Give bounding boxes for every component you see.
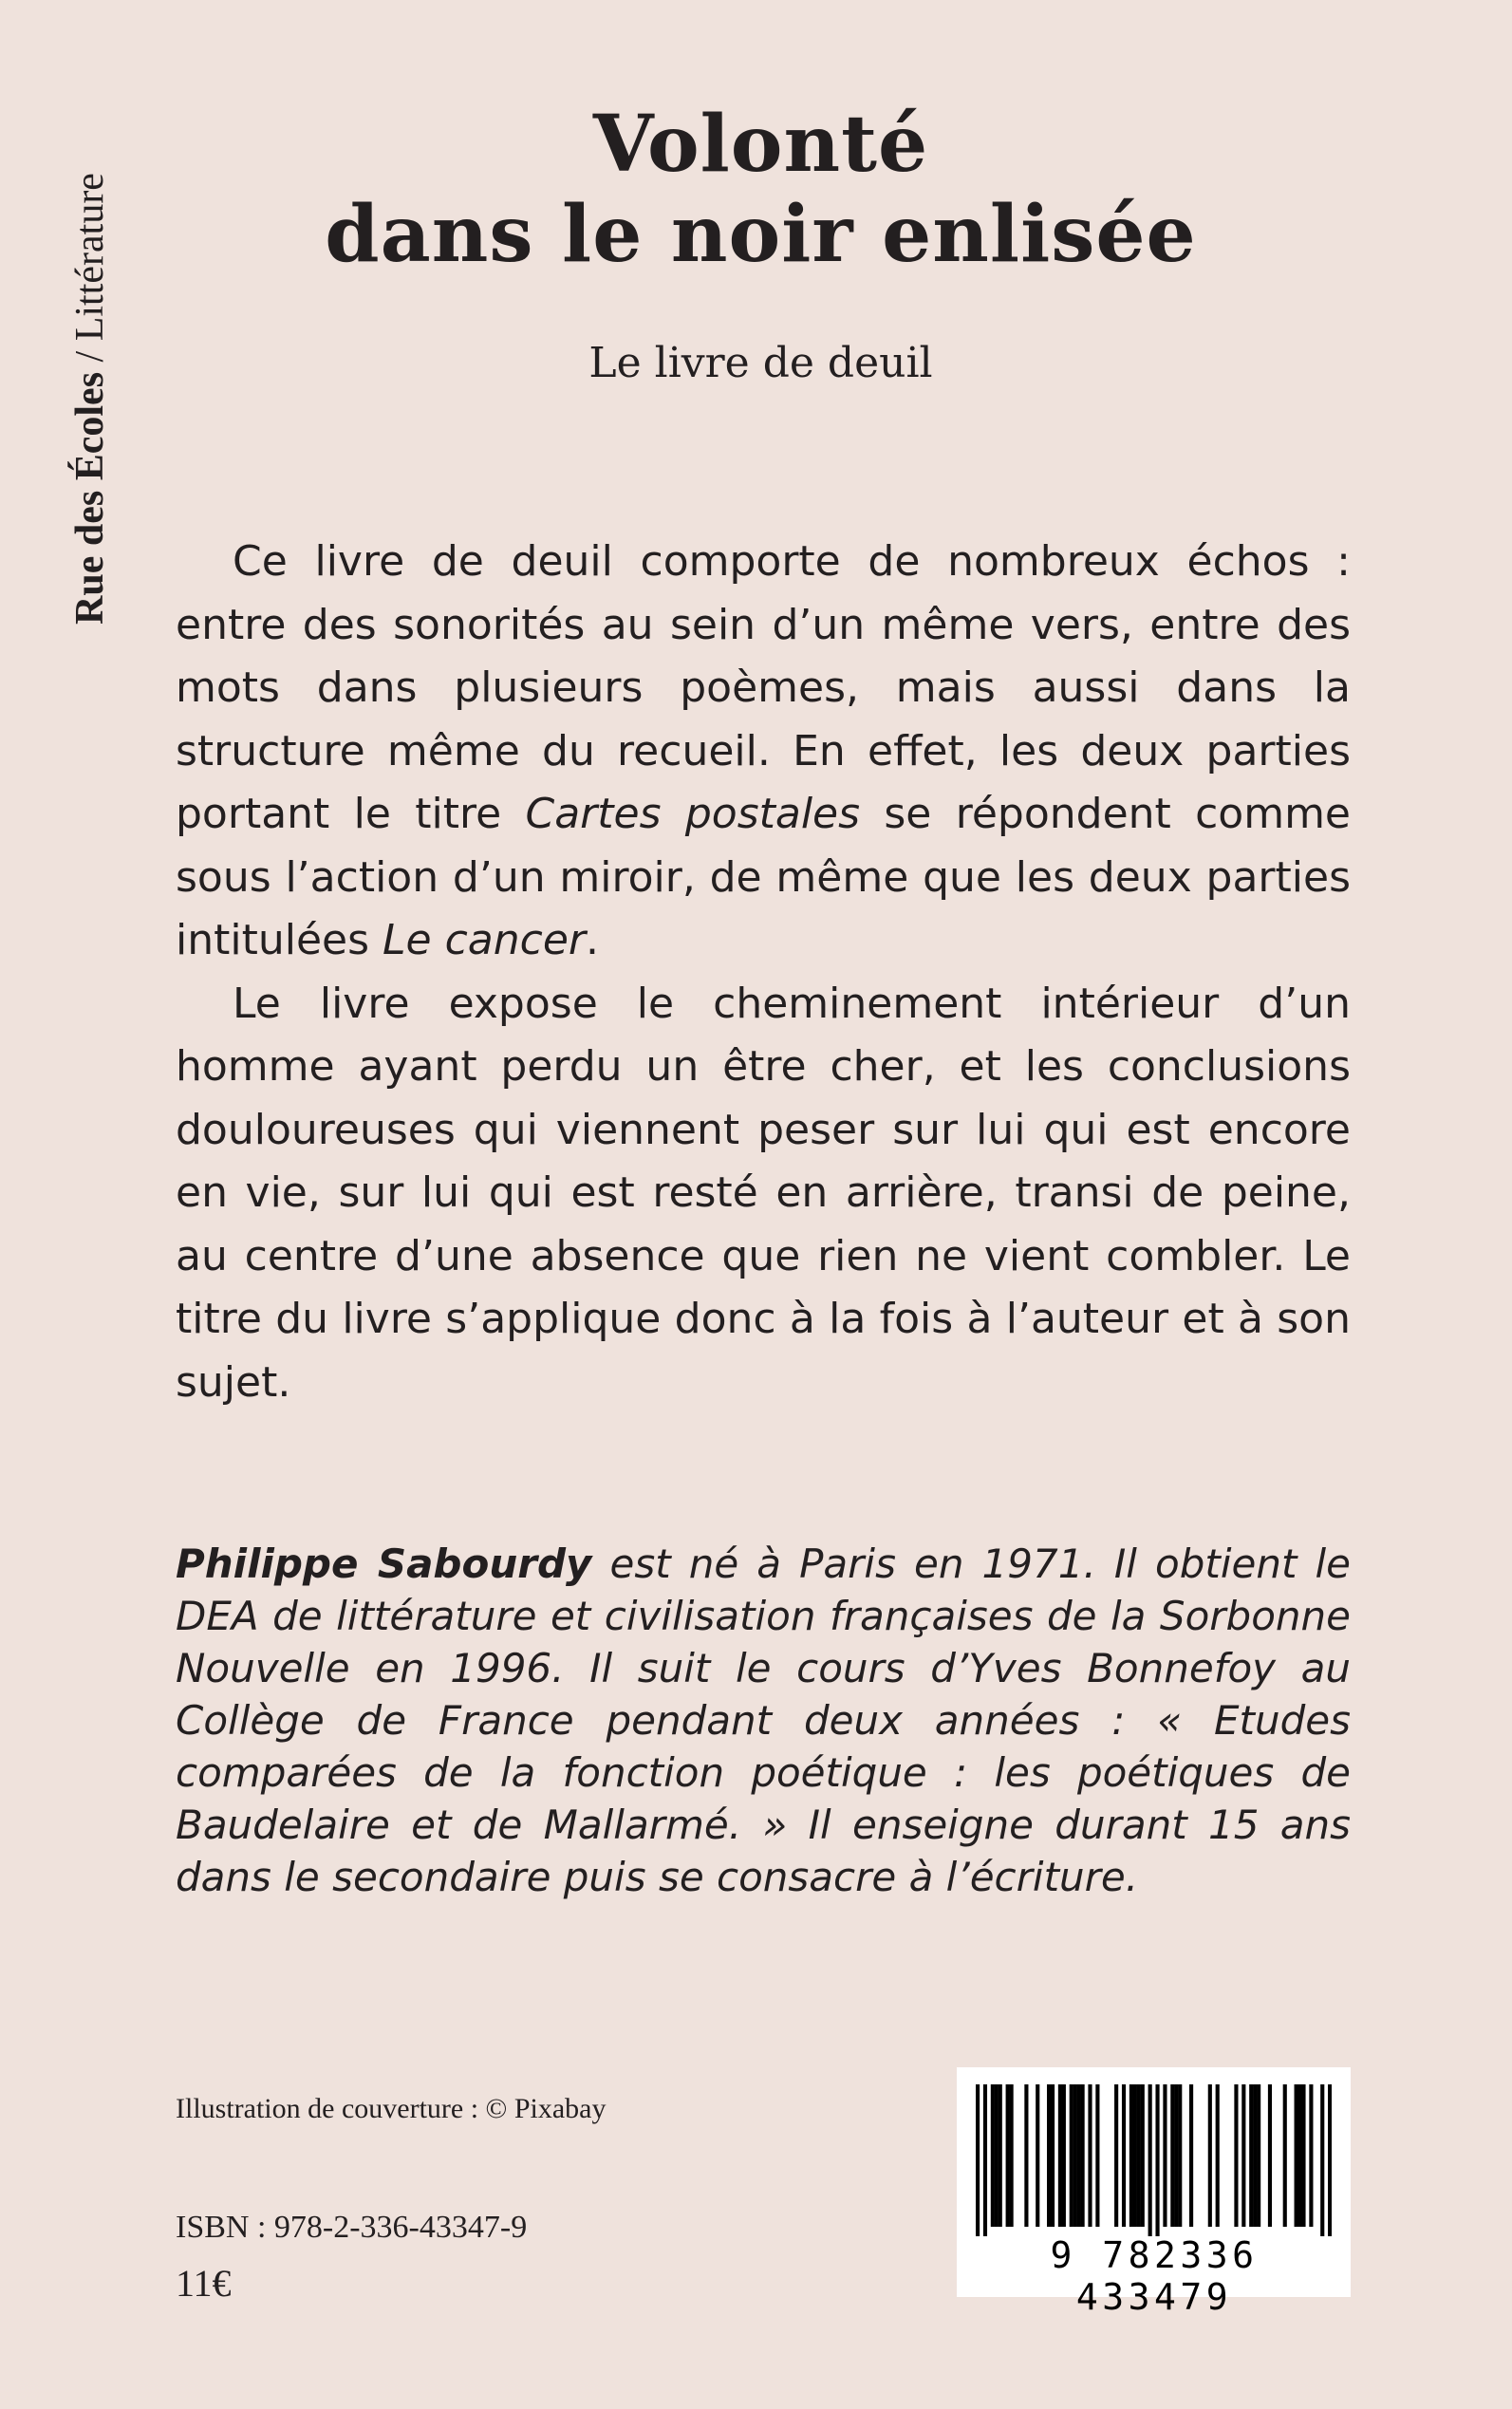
barcode-bar — [1036, 2084, 1039, 2227]
collection-name: Rue des Écoles — [68, 371, 112, 625]
illustration-credit: Illustration de couverture : © Pixabay — [176, 2093, 607, 2124]
barcode-bar — [1010, 2084, 1014, 2227]
barcode-bar — [1283, 2084, 1287, 2227]
barcode-bar — [1249, 2084, 1253, 2227]
barcode-bar — [1070, 2084, 1073, 2227]
work-title-cartes-postales: Cartes postales — [525, 790, 861, 838]
barcode-bar — [983, 2084, 987, 2236]
price: 11€ — [176, 2262, 232, 2305]
barcode-bar — [1301, 2084, 1305, 2227]
barcode-bar — [1216, 2084, 1220, 2227]
barcode-bar — [1253, 2084, 1257, 2227]
barcode-bar — [1088, 2084, 1092, 2227]
barcode-bar — [1295, 2084, 1298, 2227]
barcode-bar — [1174, 2084, 1178, 2227]
barcode-bar — [1058, 2084, 1062, 2227]
blurb-text: se répondent comme sous l’action d’un miroir, de même que les deux parties intitulées — [176, 790, 1352, 964]
book-title — [0, 100, 1512, 280]
blurb-text: . — [585, 916, 599, 964]
barcode-bar — [1137, 2084, 1141, 2227]
barcode-bar — [1170, 2084, 1174, 2227]
book-title-line-2: dans le noir enlisée — [325, 189, 1197, 280]
barcode-bar — [1309, 2084, 1313, 2227]
barcode-bar — [1073, 2084, 1077, 2227]
barcode-bar — [1024, 2084, 1028, 2227]
barcode-bar — [1141, 2084, 1145, 2227]
barcode-bar — [1122, 2084, 1126, 2227]
author-bio — [176, 1538, 1351, 1903]
barcode-bar — [1077, 2084, 1081, 2227]
author-name: Philippe Sabourdy — [176, 1541, 592, 1587]
barcode-bar — [1051, 2084, 1055, 2227]
barcode-bar — [1257, 2084, 1260, 2227]
barcode-bar — [1241, 2084, 1245, 2227]
blurb-paragraph-2: Le livre expose le cheminement intérieur d’un homme ayant perdu un être cher, et les conclusions douloureuses qui viennent peser sur lui qui est encore en vie, sur lui qui est resté en arrière, transi de peine, au centre d’une absence que rien ne vient combler. Le titre du livre s’applique donc à la fois à l’auteur et à son sujet. — [176, 979, 1351, 1407]
barcode-bar — [1006, 2084, 1010, 2227]
barcode-bar — [1155, 2084, 1159, 2236]
barcode-bar — [1178, 2084, 1182, 2227]
author-bio-text: est né à Paris en 1971. Il obtient le DEA de littérature et civilisation françaises de la Sorbonne Nouvelle en 1996. Il suit le cours d’Yves Bonnefoy au Collège de France pendant deux années : « Etudes comparées de la fonction poétique : les poétiques de Baudelaire et de Mallarmé. » Il enseigne durant 15 ans dans le secondaire puis se consacre à l’écriture. — [176, 1541, 1351, 1900]
barcode-bar — [1163, 2084, 1167, 2227]
blurb-text: Ce livre de deuil comporte de nombreux échos : entre des sonorités au sein d’un même vers, entre des mots dans plusieurs poèmes, mais aussi dans la structure même du recueil. En effet, les deux parties portant le titre — [176, 537, 1351, 838]
work-title-le-cancer: Le cancer — [383, 916, 586, 964]
barcode-bar — [1062, 2084, 1066, 2227]
barcode-bar — [1081, 2084, 1085, 2227]
barcode-bar — [995, 2084, 999, 2227]
book-title-line-1: Volonté — [592, 99, 929, 190]
blurb-paragraph-1 — [176, 531, 1351, 973]
barcode-bar — [991, 2084, 995, 2227]
barcode-bar — [1047, 2084, 1051, 2227]
barcode-bar — [1297, 2084, 1301, 2227]
barcode-bar — [1268, 2084, 1272, 2227]
blurb — [176, 531, 1351, 1414]
barcode-bar — [1114, 2084, 1118, 2227]
barcode-bar — [1129, 2084, 1133, 2227]
barcode-bar — [1095, 2084, 1099, 2227]
barcode-bars — [976, 2084, 1332, 2236]
barcode-bar — [999, 2084, 1002, 2227]
barcode — [957, 2067, 1351, 2318]
barcode-bar — [1234, 2084, 1238, 2227]
book-subtitle: Le livre de deuil — [588, 339, 933, 387]
barcode-bar — [1320, 2084, 1324, 2236]
barcode-bar — [1208, 2084, 1212, 2227]
barcode-bar — [1328, 2084, 1332, 2236]
barcode-digits: 9 782336 433479 — [1050, 2234, 1259, 2318]
isbn: ISBN : 978-2-336-43347-9 — [176, 2210, 528, 2245]
series-name: Littérature — [68, 173, 112, 342]
barcode-bar — [1189, 2084, 1193, 2227]
barcode-bar — [1148, 2084, 1152, 2236]
barcode-bar — [1133, 2084, 1137, 2227]
barcode-bar — [976, 2084, 980, 2236]
spine-separator: / — [68, 341, 112, 372]
